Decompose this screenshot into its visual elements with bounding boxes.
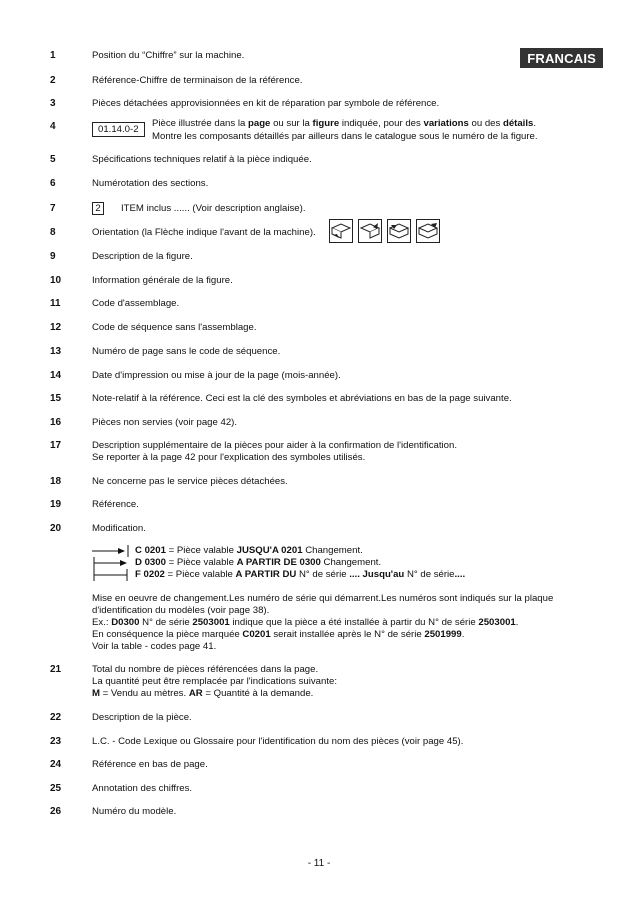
item-text: ITEM inclus ...... (Voir description anglaise).: [121, 203, 306, 214]
item-number: 18: [50, 476, 62, 487]
item-number: 12: [50, 322, 62, 333]
item-number: 6: [50, 178, 56, 189]
item-number: 19: [50, 499, 62, 510]
item-text: Modification.: [92, 523, 146, 534]
item-number: 11: [50, 298, 61, 309]
arrow-from-icon: [92, 557, 130, 569]
arrow-until-icon: [92, 545, 130, 557]
item-text: Pièces non servies (voir page 42).: [92, 417, 238, 428]
item-text: Numéro de page sans le code de séquence.: [92, 346, 281, 357]
item-text: Note-relatif à la référence. Ceci est la clé des symboles et abréviations en bas de la page suivante.: [92, 393, 512, 404]
item-text: Code de séquence sans l'assemblage.: [92, 322, 257, 333]
text-run: ou des: [468, 118, 503, 129]
item-text: Code d'assemblage.: [92, 298, 180, 309]
item-number: 15: [50, 393, 62, 404]
item-number: 21: [50, 664, 62, 675]
item-number: 9: [50, 251, 56, 262]
item-number: 4: [50, 121, 56, 132]
orientation-rear-right-icon: [416, 219, 440, 243]
page-number: - 11 -: [307, 858, 331, 869]
item-number: 8: [50, 227, 56, 238]
item-text: Spécifications techniques relatif à la pièce indiquée.: [92, 154, 312, 165]
item-text: Information générale de la figure.: [92, 275, 233, 286]
item-number: 24: [50, 759, 62, 770]
orientation-front-left-icon: [329, 219, 353, 243]
item-text: Description supplémentaire de la pièces pour aider à la confirmation de l'identification.: [92, 440, 457, 451]
text-bold: variations: [423, 118, 469, 129]
item-text: L.C. - Code Lexique ou Glossaire pour l'identification du nom des pièces (voir page 45).: [92, 736, 464, 747]
item-number: 10: [50, 275, 62, 286]
item-number: 16: [50, 417, 62, 428]
item-number: 13: [50, 346, 62, 357]
orientation-front-right-icon: [358, 219, 382, 243]
text-run: Pièce illustrée dans la: [152, 118, 248, 129]
item-text: Référence.: [92, 499, 139, 510]
item-number: 1: [50, 50, 56, 61]
item-number: 3: [50, 98, 56, 109]
item-text: Numéro du modèle.: [92, 806, 177, 817]
item-text: Position du “Chiffre” sur la machine.: [92, 50, 245, 61]
item-number: 2: [50, 75, 56, 86]
item-number: 5: [50, 154, 56, 165]
item-text: Ne concerne pas le service pièces détachées.: [92, 476, 288, 487]
item-text: Total du nombre de pièces référencées dans la page.: [92, 664, 319, 675]
item-text: Référence-Chiffre de terminaison de la référence.: [92, 75, 303, 86]
item-number: 22: [50, 712, 62, 723]
text-run: ou sur la: [270, 118, 313, 129]
reference-box: 01.14.0-2: [92, 122, 145, 137]
item-box: 2: [92, 202, 104, 215]
item-text: Numérotation des sections.: [92, 178, 209, 189]
text-run: indiquée, pour des: [339, 118, 424, 129]
item-number: 26: [50, 806, 62, 817]
item-number: 14: [50, 370, 62, 381]
item-text: Description de la pièce.: [92, 712, 192, 723]
orientation-rear-left-icon: [387, 219, 411, 243]
language-badge: FRANCAIS: [520, 48, 603, 68]
orientation-icons: [329, 219, 440, 243]
text-bold: figure: [312, 118, 340, 129]
item-number: 20: [50, 523, 62, 534]
text-bold: page: [248, 118, 271, 129]
item-number: 7: [50, 203, 56, 214]
item-number: 17: [50, 440, 62, 451]
item-number: 25: [50, 783, 62, 794]
item-text: Orientation (la Flèche indique l'avant de la machine).: [92, 227, 316, 238]
item-text: Pièces détachées approvisionnées en kit de réparation par symbole de référence.: [92, 98, 440, 109]
text-bold: détails: [502, 118, 534, 129]
item-text: Référence en bas de page.: [92, 759, 208, 770]
arrow-range-icon: [92, 569, 130, 581]
item-text: Description de la figure.: [92, 251, 193, 262]
item-text: Date d'impression ou mise à jour de la page (mois-année).: [92, 370, 341, 381]
item-text: Annotation des chiffres.: [92, 783, 193, 794]
item-number: 23: [50, 736, 62, 747]
